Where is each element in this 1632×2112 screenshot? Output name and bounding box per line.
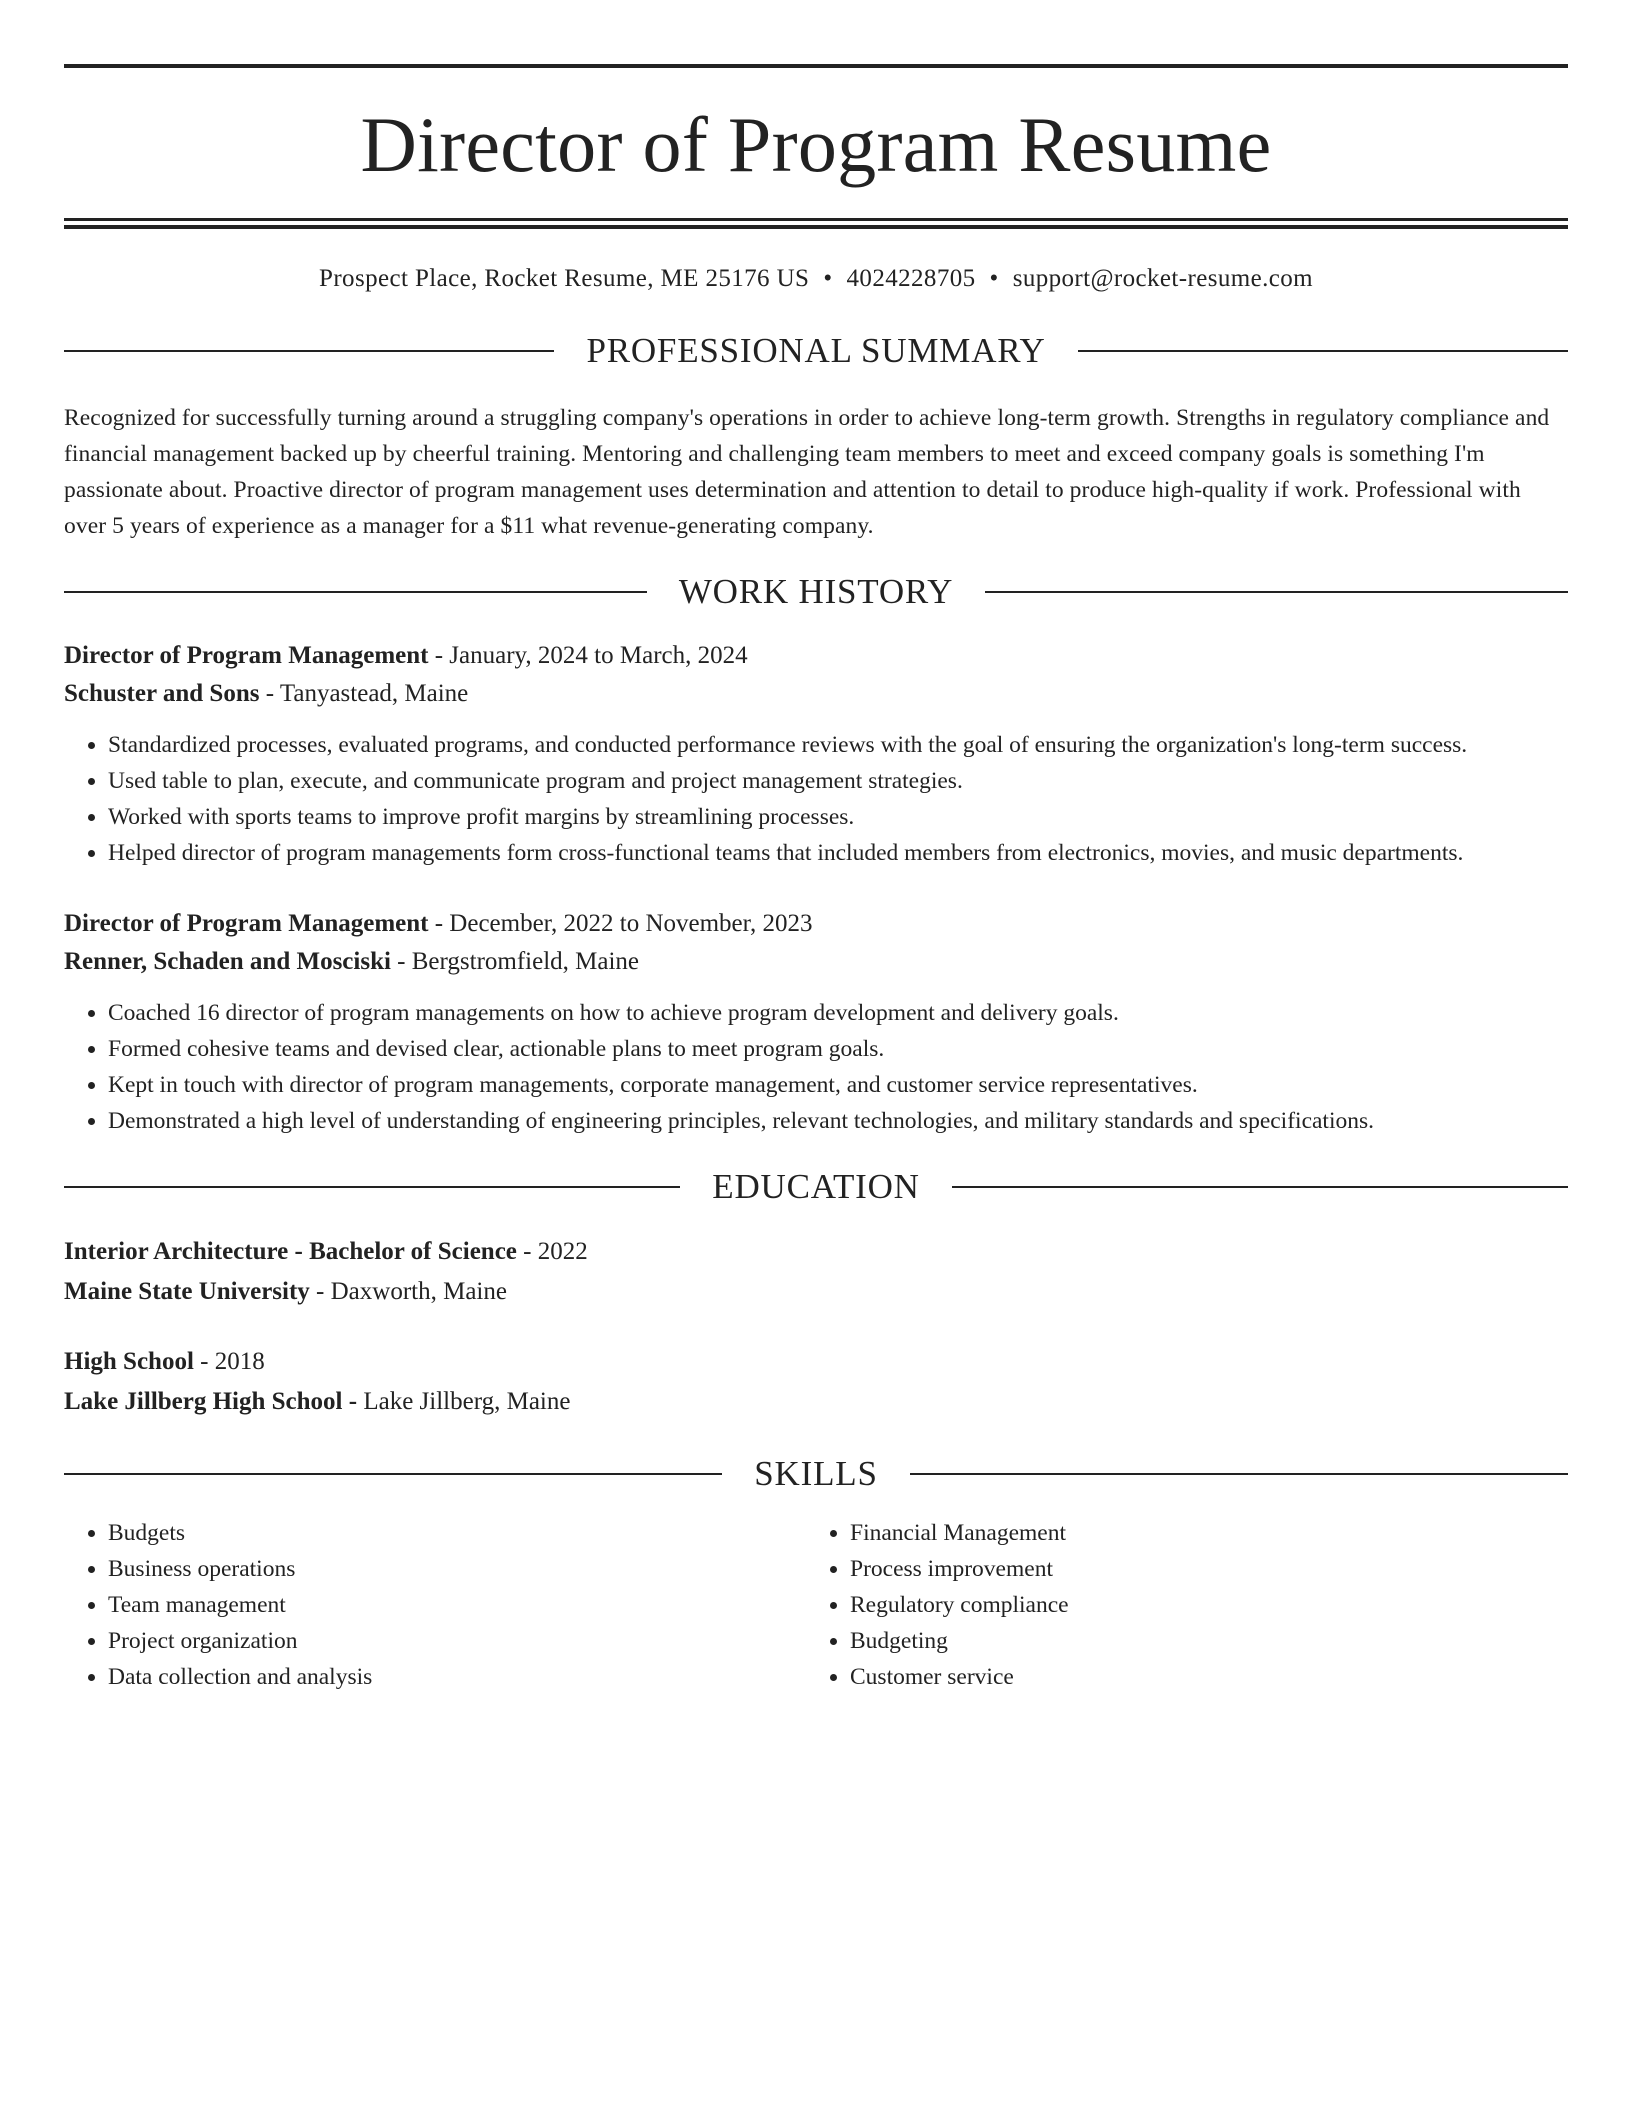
page-title: Director of Program Resume xyxy=(360,101,1272,188)
list-item: • Helped director of program managements form cross-functional teams that included members from electronics, movies, and music departments. xyxy=(108,835,1568,871)
section-rule xyxy=(64,1186,680,1188)
education-year: - 2022 xyxy=(516,1238,588,1265)
section-rule xyxy=(64,1473,722,1475)
contact-address: Prospect Place, Rocket Resume, ME 25176 US xyxy=(319,265,810,292)
job-title-line xyxy=(64,637,1568,675)
education-school-line xyxy=(64,1382,1568,1422)
list-item: • Used table to plan, execute, and communicate program and project management strategies. xyxy=(108,763,1568,799)
list-item: • Demonstrated a high level of understanding of engineering principles, relevant technologies, and military standards and specifications. xyxy=(108,1103,1568,1139)
education-school: Lake Jillberg High School - xyxy=(64,1388,358,1415)
job-entry xyxy=(64,637,1568,871)
education-degree-line xyxy=(64,1232,1568,1272)
education-school-line xyxy=(64,1272,1568,1312)
education-school: Maine State University xyxy=(64,1278,310,1305)
title-double-rule xyxy=(64,218,1568,229)
education-degree: Interior Architecture - Bachelor of Science xyxy=(64,1238,517,1265)
section-rule xyxy=(952,1186,1568,1188)
skills-list xyxy=(64,1515,1568,1695)
contact-separator: • xyxy=(823,265,833,292)
job-company: Renner, Schaden and Mosciski xyxy=(64,948,391,975)
education-degree: High School xyxy=(64,1348,194,1375)
resume-page xyxy=(64,64,1568,1695)
section-rule xyxy=(985,591,1568,593)
skill-item: • Project organization xyxy=(108,1623,806,1659)
skill-item: • Business operations xyxy=(108,1551,806,1587)
education-location: Lake Jillberg, Maine xyxy=(357,1388,571,1415)
section-rule xyxy=(64,591,647,593)
skill-item: • Regulatory compliance xyxy=(850,1587,1069,1623)
section-title-work: WORK HISTORY xyxy=(678,572,954,611)
skill-item: • Budgets xyxy=(108,1515,806,1551)
skill-item: • Customer service xyxy=(850,1659,1069,1695)
job-dates: - January, 2024 to March, 2024 xyxy=(428,642,748,669)
summary-text: Recognized for successfully turning around a struggling company's operations in order to achieve long-term growth. Strengths in regulatory compliance and financial management backed up by cheerful training. Mentoring and challenging team members to meet and exceed company goals is something I'm passionate about. Proactive director of program management uses determination and attention to detail to produce high-quality if work. Professional with over 5 years of experience as a manager for a $11 what revenue-generating company. xyxy=(64,405,1550,539)
section-rule xyxy=(910,1473,1568,1475)
job-location: - Tanyastead, Maine xyxy=(259,680,469,707)
education-year: - 2018 xyxy=(193,1348,265,1375)
section-header-education xyxy=(64,1169,1568,1204)
job-company-line xyxy=(64,675,1568,713)
contact-separator: • xyxy=(989,265,999,292)
list-item: • Worked with sports teams to improve profit margins by streamlining processes. xyxy=(108,799,1568,835)
section-title-summary: PROFESSIONAL SUMMARY xyxy=(586,331,1046,370)
list-item: • Standardized processes, evaluated programs, and conducted performance reviews with the goal of ensuring the organization's long-term success. xyxy=(108,727,1568,763)
skill-item: • Financial Management xyxy=(850,1515,1069,1551)
job-bullets xyxy=(64,727,1568,871)
job-company-line xyxy=(64,943,1568,981)
section-header-summary xyxy=(64,333,1568,368)
section-title-education: EDUCATION xyxy=(712,1167,920,1206)
education-degree-line xyxy=(64,1342,1568,1382)
job-entry xyxy=(64,905,1568,1139)
section-header-skills xyxy=(64,1456,1568,1491)
section-header-work xyxy=(64,574,1568,609)
job-title: Director of Program Management xyxy=(64,642,429,669)
top-rule xyxy=(64,64,1568,68)
education-entry xyxy=(64,1342,1568,1422)
job-title-line xyxy=(64,905,1568,943)
contact-phone: 4024228705 xyxy=(846,265,976,292)
education-location: - Daxworth, Maine xyxy=(309,1278,507,1305)
skills-column-right xyxy=(806,1515,1069,1695)
contact-line xyxy=(64,265,1568,293)
list-item: • Formed cohesive teams and devised clear, actionable plans to meet program goals. xyxy=(108,1031,1568,1067)
job-dates: - December, 2022 to November, 2023 xyxy=(428,910,813,937)
job-company: Schuster and Sons xyxy=(64,680,260,707)
skill-item: • Process improvement xyxy=(850,1551,1069,1587)
job-bullets xyxy=(64,995,1568,1139)
education-entry xyxy=(64,1232,1568,1312)
job-location: - Bergstromfield, Maine xyxy=(390,948,640,975)
section-rule xyxy=(1078,350,1568,352)
skill-item: • Data collection and analysis xyxy=(108,1659,806,1695)
skill-item: • Team management xyxy=(108,1587,806,1623)
list-item: • Coached 16 director of program managements on how to achieve program development and delivery goals. xyxy=(108,995,1568,1031)
skills-column-left xyxy=(64,1515,806,1695)
section-title-skills: SKILLS xyxy=(754,1454,878,1493)
contact-email: support@rocket-resume.com xyxy=(1012,265,1313,292)
list-item: • Kept in touch with director of program managements, corporate management, and customer service representatives. xyxy=(108,1067,1568,1103)
job-title: Director of Program Management xyxy=(64,910,429,937)
skill-item: • Budgeting xyxy=(850,1623,1069,1659)
section-rule xyxy=(64,350,554,352)
